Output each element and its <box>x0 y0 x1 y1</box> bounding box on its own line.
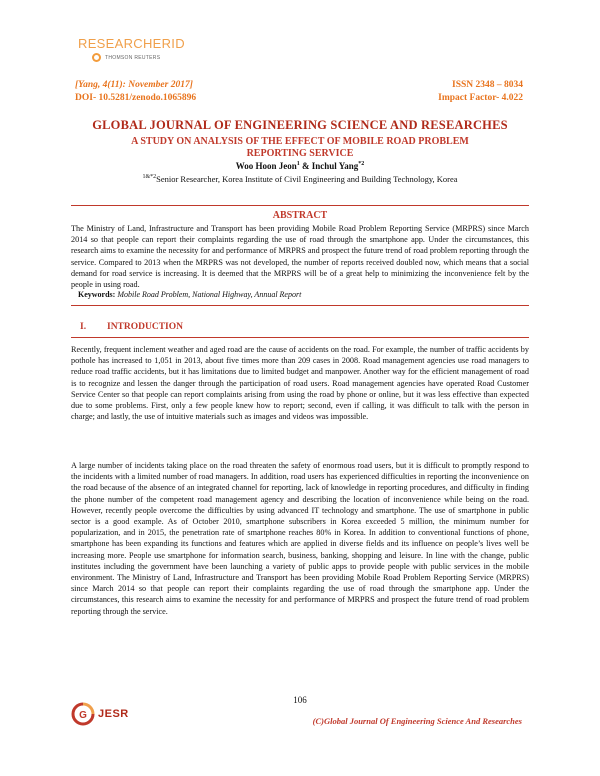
researcherid-logo-text: RESEARCHERID <box>78 36 185 51</box>
page-number: 106 <box>293 695 307 705</box>
citation-meta <box>75 79 196 105</box>
citation-volume: [Yang, 4(11): November 2017] <box>75 80 193 90</box>
keywords <box>78 290 301 299</box>
intro-paragraph-1: Recently, frequent inclement weather and aged road are the cause of accidents on the road. For example, the number of traffic accidents by pothole has increased to 1,051 in 2013, about five times more than 209 cases in 2008. Road management agencies use road managers to reduce road traffic accidents, but it has limitations due to limited budget and manpower. Another way for the efficient management of road is to recognize and lessen the danger through the participation of road users. Road management agencies have operated Road Customer Service Center so that people can report complaints arising from using the road by phone or online, but it was less effective than expected due to some problems. First, only a few people knew how to report; second, even if calling, it was difficult to talk with the person in charge; and lastly, the use of intuitive materials such as images and videos was impossible. <box>71 345 529 422</box>
divider-top <box>71 205 529 206</box>
issn: ISSN 2348 – 8034 <box>452 80 523 90</box>
footer-copyright: (C)Global Journal Of Engineering Science And Researches <box>312 716 522 726</box>
issn-meta <box>438 79 523 105</box>
author-1-sup: 1 <box>296 161 300 167</box>
thomson-reuters-icon <box>92 53 101 62</box>
authors <box>0 161 600 171</box>
abstract-text: The Ministry of Land, Infrastructure and Transport has been providing Mobile Road Problem Reporting Service (MRPRS) since March 2014 so that people can report their complaints regarding the use of road through the smartphone app. Under the circumstances, this research aims to examine the necessity for and performance of MRPRS and prospect the future trend of road problem reporting through the service. Compared to 2013 when the MRPRS was not developed, the number of reports received doubled now, which means that a social demand for road service is increasing. It is deemed that the MRPRS will be of a great help to minimizing the inconvenience felt by the people in using road. <box>71 224 529 290</box>
author-2-sup: *2 <box>358 161 365 167</box>
section-number: I. <box>80 322 87 332</box>
affiliation-sup: 1&*2 <box>142 174 157 181</box>
doi: DOI- 10.5281/zenodo.1065896 <box>75 93 197 103</box>
thomson-reuters-text: THOMSON REUTERS <box>105 54 161 61</box>
intro-paragraph-2: A large number of incidents taking place on the road threaten the safety of enormous road users, but it is difficult to promptly respond to the incidents with a limited number of road managers. In addition, road users has experienced difficulties in reporting the inconvenience on the road because of the absence of an integrated channel for reporting, lack of knowledge in reporting procedures, and difficulty in finding the phone number of the competent road management agency and describing the location of inconvenience while being on the road. However, recently people overcome the difficulties by using advanced IT technology and smartphone. The use of smartphone in public sector is a good example. As of October 2010, smartphone subscribers in Korea exceeded 5 million, the minimum number for popularization, and in 2015, the penetration rate of smartphone reaches 80% in Korea. In addition to conventional functions of phone, smartphone has been expanding its functions and features which are applied in diverse fields and its influence on people’s lives well be increasing more. People use smartphone for information search, business, banking, shopping and leisure. In line with the change, public institutes including the government have been launching a variety of public apps to provide people with public services in the mobile environment. The Ministry of Land, Infrastructure and Transport has been providing Mobile Road Problem Reporting Service (MRPRS) since March 2014 so that people can report their complaints regarding the use of road through the smartphone app. Under the circumstances, this research aims to examine the necessity for and performance of MRPRS and prospect the future trend of road problem reporting through the service. <box>71 461 529 616</box>
researcherid-logo <box>78 36 185 62</box>
gjesr-logo-text: JESR <box>98 708 129 720</box>
keywords-label: Keywords: <box>78 290 116 299</box>
keywords-text: Mobile Road Problem, National Highway, Annual Report <box>117 290 302 299</box>
abstract-heading: ABSTRACT <box>272 210 328 221</box>
gjesr-logo <box>70 701 129 727</box>
author-1: Woo Hoon Jeon <box>235 161 297 171</box>
section-heading <box>80 322 183 332</box>
divider-keywords <box>71 305 529 306</box>
gjesr-ring-icon <box>70 701 96 727</box>
svg-text:G: G <box>79 710 87 721</box>
section-title: INTRODUCTION <box>107 322 184 332</box>
author-2: Inchul Yang <box>311 161 359 171</box>
affiliation <box>0 174 600 184</box>
affiliation-text: Senior Researcher, Korea Institute of Civil Engineering and Building Technology, Korea <box>156 174 458 184</box>
impact-factor: Impact Factor- 4.022 <box>438 93 523 103</box>
journal-name: GLOBAL JOURNAL OF ENGINEERING SCIENCE AND RESEARCHES <box>92 118 508 132</box>
author-joiner: & <box>299 161 312 171</box>
paper-title: A STUDY ON ANALYSIS OF THE EFFECT OF MOBILE ROAD PROBLEM REPORTING SERVICE <box>131 136 469 159</box>
thomson-reuters-mark <box>92 53 185 62</box>
divider-section <box>71 337 529 338</box>
